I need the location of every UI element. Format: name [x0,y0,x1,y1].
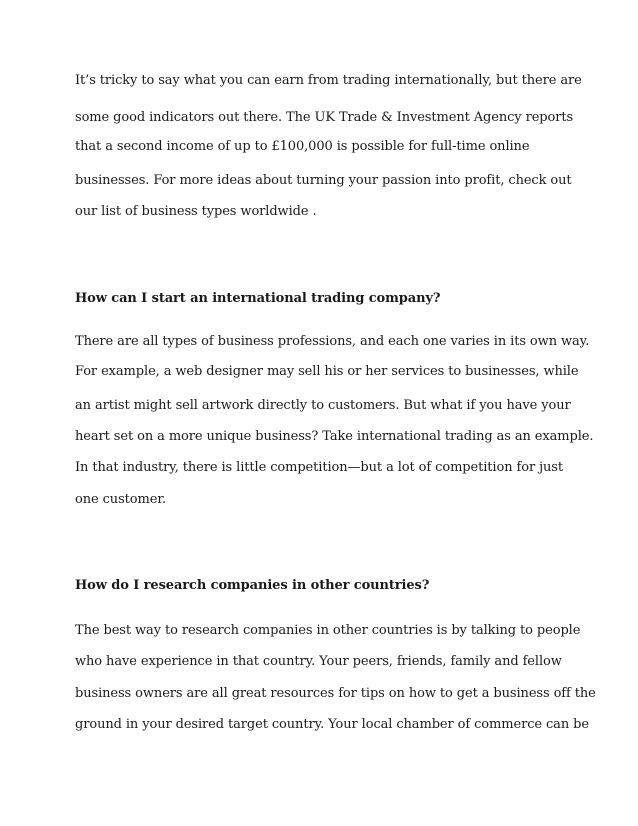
section-1-line-5: In that industry, there is little competition—but a lot of competition for just [75,460,563,475]
paragraph-1-line-1: It’s tricky to say what you can earn from trading internationally, but there are [75,73,582,88]
paragraph-1-line-3: that a second income of up to £100,000 is possible for full-time online [75,139,530,154]
section-2-line-4: ground in your desired target country. Your local chamber of commerce can be [75,717,589,732]
section-1-line-2: For example, a web designer may sell his or her services to businesses, while [75,364,579,379]
section-1-line-3: an artist might sell artwork directly to customers. But what if you have your [75,398,571,413]
paragraph-1-line-4: businesses. For more ideas about turning your passion into profit, check out [75,173,572,188]
paragraph-1-line-2: some good indicators out there. The UK Trade & Investment Agency reports [75,110,574,125]
section-1-line-6: one customer. [75,492,167,507]
section-2-heading: How do I research companies in other countries? [75,578,430,593]
section-2-line-1: The best way to research companies in other countries is by talking to people [75,623,581,638]
section-1-heading: How can I start an international trading company? [75,291,441,306]
section-2-line-2: who have experience in that country. Your peers, friends, family and fellow [75,654,562,669]
section-1-line-4: heart set on a more unique business? Take international trading as an example. [75,429,594,444]
section-1-line-1: There are all types of business professions, and each one varies in its own way. [75,334,590,349]
paragraph-1-line-5: our list of business types worldwide . [75,204,317,219]
section-2-line-3: business owners are all great resources for tips on how to get a business off the [75,686,596,701]
